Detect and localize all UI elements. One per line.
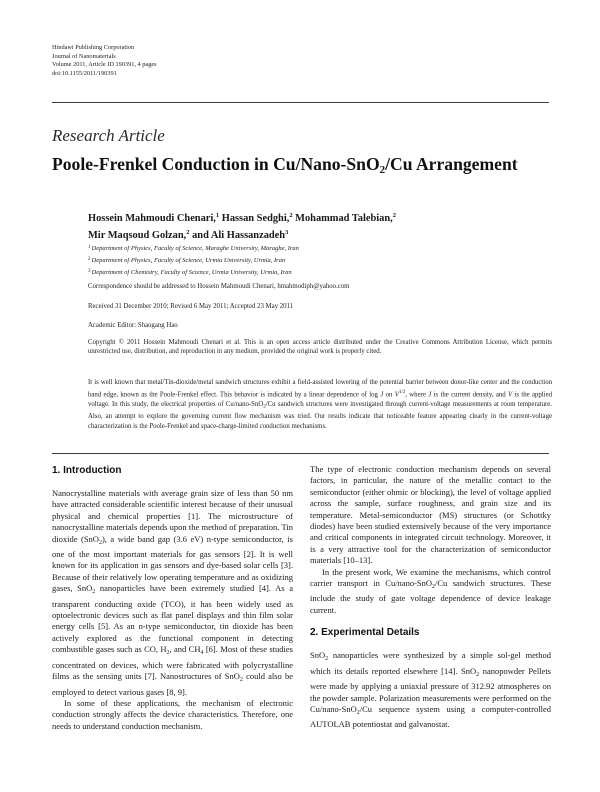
section-heading-experimental: 2. Experimental Details xyxy=(310,627,420,639)
section-spacer xyxy=(310,616,551,626)
author-name: Hossein Mahmoudi Chenari, xyxy=(88,213,216,224)
chemical-subscript: 2 xyxy=(476,671,480,678)
left-column xyxy=(52,464,293,732)
copyright-notice: Copyright © 2011 Hossein Mahmoudi Chenari et al. This is an open access article distributed under the Creative Commons Attribution License, which permits unrestricted use, distribution, and reproduction in any medium, provided the original work is properly cited. xyxy=(88,339,552,356)
body-text: SnO xyxy=(310,650,326,661)
abstract-rule xyxy=(52,453,549,454)
chemical-subscript: 2 xyxy=(166,650,170,657)
right-column xyxy=(310,464,551,731)
body-text: , and CH xyxy=(169,644,201,655)
author-list xyxy=(88,209,508,243)
affiliation-list xyxy=(88,242,299,278)
affiliation-item xyxy=(88,254,299,266)
body-text: could also be employed to detect various gases [8, 9]. xyxy=(52,671,293,697)
chemical-subscript: 2 xyxy=(432,584,436,591)
abstract-text: is the applied voltage. In this study, the electrical properties of Cu/nano-SnO xyxy=(88,390,552,408)
author-affil-mark: 3 xyxy=(285,229,289,236)
intro-paragraph: In some of these applications, the mechanism of electronic conduction strongly affects the device characteristics. Therefore, one needs to understand conduction mechanism. xyxy=(52,697,293,731)
affiliation-text: Department of Chemistry, Faculty of Science, Urmia University, Urmia, Iran xyxy=(91,269,292,276)
correspondence-line: Correspondence should be addressed to Hossein Mahmoudi Chenari, hmahmodiph@yahoo.com xyxy=(88,283,350,290)
body-text: ), a wide band gap (3.6 eV) n-type semiconductor, is one of the most important materials for gas sensors [2]. It is well known for its application in gas sensors and dye-based solar cells [3]. Because of their relatively low operating temperature and as oxidizing gases, SnO xyxy=(52,533,293,594)
author-name: and Ali Hassanzadeh xyxy=(189,230,286,241)
article-type: Research Article xyxy=(52,126,165,145)
body-text: In the present work, We examine the mechanisms, which control carrier transport in Cu/nano-SnO xyxy=(310,566,551,589)
body-text: nanopowder Pellets were made by applying a uniaxial pressure of 312.92 atmospheres on the powder sample. Polarization measurements were performed on the Cu/nano-SnO xyxy=(310,665,551,714)
author-affil-mark: 2 xyxy=(186,229,190,236)
author-affil-mark: 1 xyxy=(215,212,220,219)
abstract-text: on xyxy=(383,390,395,398)
affiliation-number: 1 xyxy=(88,245,91,250)
abstract xyxy=(88,378,552,431)
math-symbol: V xyxy=(508,390,513,398)
affiliation-text: Department of Physics, Faculty of Science, Maraghe University, Maraghe, Iran xyxy=(91,245,299,252)
chemical-subscript: 4 xyxy=(200,650,204,657)
body-text: /Cu sandwich structures. These include the study of gate voltage dependence of device leakage current. xyxy=(310,578,552,615)
experimental-paragraph xyxy=(310,650,551,730)
math-exponent: 1/2 xyxy=(398,389,406,395)
title-subscript: 2 xyxy=(379,164,386,176)
header-rule xyxy=(52,102,549,103)
body-text: nanoparticles were synthesized by a simple sol-gel method which its details reported elsewhere [14]. SnO xyxy=(310,650,551,676)
title-tail: /Cu Arrangement xyxy=(385,154,518,174)
editor-line: Academic Editor: Shaogang Hao xyxy=(88,322,178,329)
title-main: Poole-Frenkel Conduction in Cu/Nano-SnO xyxy=(52,154,380,174)
body-text: [6]. Most of these studies concentrated on devices, which were fabricated with polycrystalline films as the sensing units [7]. Nanostructures of SnO xyxy=(52,644,293,682)
chemical-subscript: 2 xyxy=(239,677,243,684)
body-text: Nanocrystalline materials with average grain size of less than 50 nm have attracted considerable scientific interest because of their unusual physical and chemical properties [1]. The microstructure of nanocrystalline materials depends upon the method of preparation. Tin dioxide (SnO xyxy=(52,488,293,544)
intro-paragraph xyxy=(52,488,293,698)
chemical-subscript: 2 xyxy=(92,589,96,596)
affiliation-item xyxy=(88,242,299,254)
affiliation-number: 2 xyxy=(88,257,91,262)
intro-paragraph xyxy=(310,567,551,617)
intro-paragraph: The type of electronic conduction mechanism depends on several factors, in particular, the nature of the metallic contact to the semiconductor (either ohmic or blocking), the level of voltage applied across the sample, surface roughness, and grain size and its temperature. Metal-semiconductor (MS) structures (or Schottky diodes) have been studied extensively because of the very importance and critical components in integrated circuit technology. Moreover, it is a very attractive tool for the characterization of semiconductor materials [10–13]. xyxy=(310,464,551,566)
abstract-text: /Cu sandwich structures were investigated through current-voltage measurements at room temperature. Also, an attempt to explore the governing current flow mechanism was tried. Our results indicate that noticeable feature appearing clearly in the current-voltage characterization is the Poole-Frenkel and space-charge-limited conduction mechanisms. xyxy=(88,400,552,430)
abstract-text: is the current density, and xyxy=(431,390,509,398)
author-affil-mark: 2 xyxy=(289,212,293,219)
volume-info: Volume 2011, Article ID 190391, 4 pages xyxy=(52,61,157,69)
body-text: nanoparticles have been extremely studied [4]. As a transparent conducting oxide (TCO), it has been widely used as optoelectronic devices such as flat panel displays and thin film solar energy cells [5]. As an n-type semiconductor, tin dioxide has been actively explored as the functional component in detecting combustible gases such as CO, H xyxy=(52,583,293,655)
publisher-name: Hindawi Publishing Corporation xyxy=(52,44,135,51)
chemical-subscript: 2 xyxy=(356,709,360,716)
affiliation-number: 3 xyxy=(88,269,91,274)
math-symbol: J xyxy=(428,390,432,398)
section-heading-introduction: 1. Introduction xyxy=(52,465,122,476)
author-name: Mohammad Talebian, xyxy=(292,213,393,224)
chemical-subscript: 2 xyxy=(325,656,329,663)
paper-title xyxy=(52,154,518,176)
journal-name: Journal of Nanomaterials xyxy=(52,52,116,60)
chemical-subscript: 2 xyxy=(263,404,266,410)
author-name: Mir Maqsoud Golzan, xyxy=(88,230,187,241)
author-affil-mark: 2 xyxy=(392,212,396,219)
math-symbol: J xyxy=(380,390,384,398)
math-symbol: V xyxy=(394,390,399,398)
affiliation-item xyxy=(88,266,299,278)
dates-line: Received 31 December 2010; Revised 6 May 2011; Accepted 23 May 2011 xyxy=(88,303,294,310)
doi[interactable]: doi:10.1155/2011/190391 xyxy=(52,69,117,77)
abstract-text: It is well known that metal/Tin-dioxide/metal sandwich structures exhibit a field-assisted lowering of the potential barrier between donor-like center and the conduction band edge, known as the Poole-Frenkel effect. This behavior is indicated by a linear dependence of log xyxy=(88,379,552,398)
body-text: /Cu sequence system using a computer-controlled AUTOLAB potentiostat and galvanostat. xyxy=(310,703,551,730)
journal-header xyxy=(52,44,157,78)
author-name: Hassan Sedghi, xyxy=(219,213,290,224)
affiliation-text: Department of Physics, Faculty of Science, Urmia University, Urmia, Iran xyxy=(91,257,286,264)
chemical-subscript: 2 xyxy=(98,539,102,546)
abstract-text: , where xyxy=(405,390,429,398)
